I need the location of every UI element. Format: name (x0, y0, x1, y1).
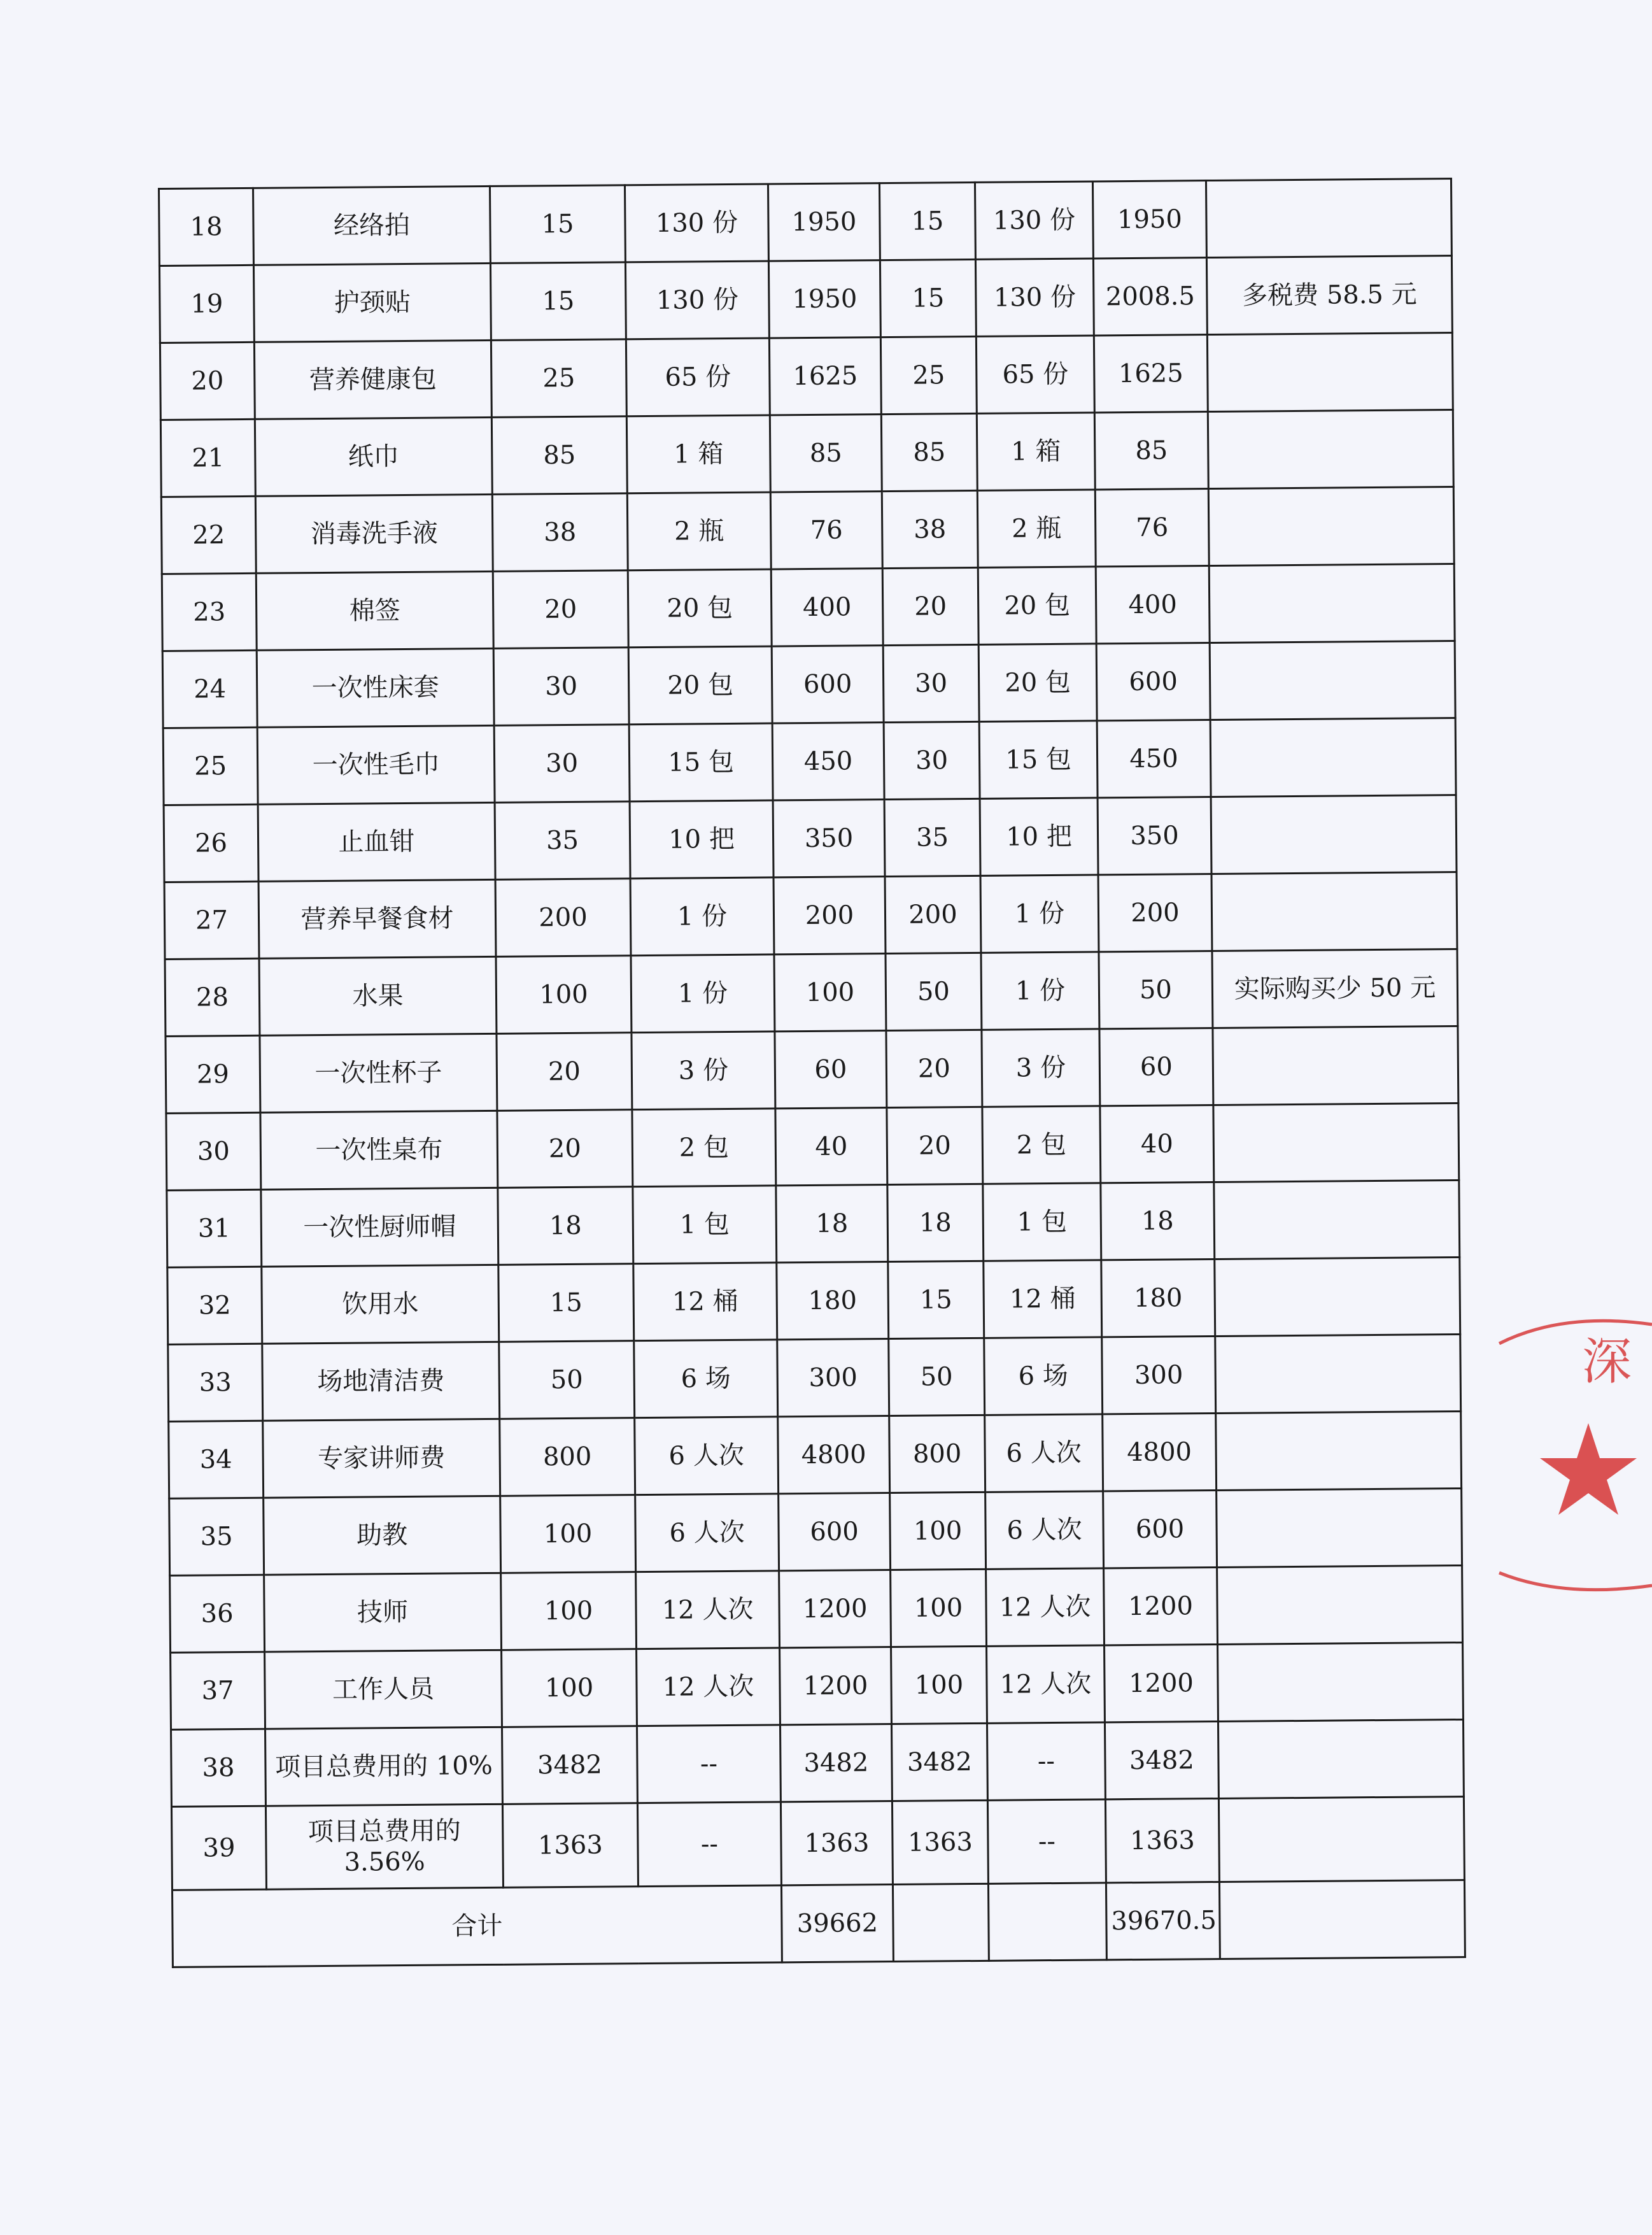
table-row (164, 872, 1457, 960)
actual-amount-cell: 300 (1102, 1337, 1216, 1414)
actual-amount-cell: 1200 (1105, 1644, 1218, 1722)
plan-unit-price-cell: 20 (493, 571, 628, 649)
plan-unit-price-cell: 15 (490, 262, 626, 341)
plan-quantity-cell: 1 箱 (626, 415, 770, 493)
plan-unit-price-cell: 100 (501, 1572, 637, 1650)
table-row (170, 1565, 1463, 1652)
actual-quantity-cell: 2 包 (982, 1106, 1101, 1184)
row-number-cell: 36 (170, 1575, 265, 1652)
table-row (171, 1719, 1464, 1806)
actual-unit-price-cell: 1363 (892, 1800, 988, 1884)
table-row (166, 1026, 1458, 1114)
row-number-cell: 39 (171, 1806, 266, 1890)
plan-unit-price-cell: 25 (491, 339, 626, 418)
row-number-cell: 33 (168, 1344, 263, 1421)
actual-quantity-cell: -- (987, 1722, 1105, 1800)
row-number-cell: 27 (164, 881, 259, 959)
actual-unit-price-cell: 85 (881, 413, 977, 491)
item-name-cell: 棉签 (256, 571, 493, 650)
row-number-cell: 31 (167, 1189, 262, 1267)
note-cell (1211, 795, 1457, 874)
actual-quantity-cell: 130 份 (975, 259, 1094, 336)
plan-unit-price-cell: 35 (495, 802, 630, 880)
row-number-cell: 20 (160, 342, 255, 420)
actual-unit-price-cell: 15 (880, 259, 976, 337)
plan-quantity-cell: 1 包 (633, 1186, 777, 1264)
plan-quantity-cell: 12 人次 (636, 1571, 780, 1649)
item-name-cell: 专家讲师费 (263, 1419, 500, 1498)
plan-amount-cell: 1200 (779, 1570, 891, 1648)
total-empty-cell (893, 1884, 989, 1961)
plan-unit-price-cell: 38 (492, 493, 628, 572)
actual-amount-cell: 1625 (1094, 335, 1208, 413)
plan-quantity-cell: 1 份 (631, 954, 775, 1033)
actual-amount-cell: 2008.5 (1093, 258, 1207, 336)
plan-amount-cell: 1625 (769, 337, 881, 415)
row-number-cell: 37 (171, 1652, 265, 1729)
note-cell (1213, 1103, 1459, 1182)
actual-unit-price-cell: 3482 (891, 1723, 987, 1801)
red-seal-stamp (1486, 1299, 1652, 1617)
row-number-cell: 34 (169, 1421, 264, 1498)
plan-quantity-cell: 20 包 (628, 646, 772, 725)
note-cell (1215, 1257, 1460, 1336)
row-number-cell: 32 (167, 1266, 262, 1344)
plan-quantity-cell: 12 人次 (637, 1648, 780, 1726)
table-body (159, 179, 1465, 1968)
item-name-cell: 技师 (264, 1573, 502, 1652)
plan-quantity-cell: 130 份 (625, 261, 769, 339)
row-number-cell: 30 (166, 1112, 261, 1190)
row-number-cell: 18 (159, 188, 254, 266)
actual-amount-cell: 400 (1096, 566, 1210, 644)
item-name-cell: 消毒洗手液 (255, 494, 493, 573)
actual-unit-price-cell: 25 (880, 336, 977, 414)
total-plan-amount: 39662 (781, 1885, 893, 1962)
plan-unit-price-cell: 30 (493, 648, 629, 726)
plan-unit-price-cell: 1363 (502, 1803, 638, 1888)
table-row (171, 1642, 1464, 1729)
item-name-cell: 工作人员 (265, 1650, 502, 1729)
actual-unit-price-cell: 50 (886, 953, 982, 1030)
note-cell (1217, 1488, 1462, 1567)
plan-quantity-cell: 6 场 (634, 1340, 778, 1418)
item-name-cell: 护颈贴 (253, 263, 491, 342)
plan-amount-cell: 40 (775, 1108, 887, 1186)
plan-quantity-cell: 65 份 (626, 338, 770, 416)
plan-unit-price-cell: 200 (495, 879, 631, 957)
note-cell (1210, 718, 1456, 797)
note-cell (1218, 1796, 1464, 1882)
seal-arc-top (1499, 1321, 1652, 1344)
actual-amount-cell: 60 (1099, 1028, 1213, 1106)
plan-amount-cell: 180 (777, 1262, 889, 1340)
actual-amount-cell: 40 (1100, 1105, 1214, 1183)
plan-quantity-cell: 130 份 (625, 184, 768, 262)
note-cell (1208, 410, 1453, 489)
plan-amount-cell: 1950 (768, 183, 880, 261)
actual-amount-cell: 1200 (1104, 1568, 1218, 1645)
note-cell (1214, 1180, 1460, 1259)
note-cell (1218, 1642, 1464, 1721)
table-row (166, 1103, 1459, 1191)
row-number-cell: 22 (161, 496, 256, 574)
actual-unit-price-cell: 50 (889, 1338, 985, 1416)
actual-quantity-cell: 10 把 (980, 798, 1098, 876)
plan-amount-cell: 400 (771, 569, 883, 646)
note-cell (1217, 1565, 1463, 1644)
document-sheet (158, 178, 1464, 1968)
plan-unit-price-cell: 800 (500, 1418, 635, 1496)
plan-unit-price-cell: 20 (497, 1110, 633, 1188)
plan-quantity-cell: -- (637, 1725, 780, 1803)
plan-amount-cell: 3482 (780, 1724, 892, 1802)
row-number-cell: 23 (162, 573, 257, 651)
item-name-cell: 经络拍 (253, 186, 491, 265)
actual-unit-price-cell: 38 (882, 490, 978, 568)
item-name-cell: 一次性桌布 (260, 1110, 498, 1189)
plan-quantity-cell: 3 份 (632, 1032, 775, 1110)
plan-amount-cell: 60 (775, 1031, 887, 1109)
seal-arc-bottom (1499, 1573, 1652, 1590)
row-number-cell: 19 (159, 265, 254, 343)
actual-unit-price-cell: 20 (882, 567, 978, 645)
actual-amount-cell: 4800 (1103, 1414, 1217, 1491)
actual-unit-price-cell: 35 (884, 798, 980, 876)
table-row (171, 1796, 1464, 1890)
actual-unit-price-cell: 30 (883, 644, 979, 722)
plan-quantity-cell: 2 瓶 (627, 492, 771, 571)
actual-unit-price-cell: 200 (885, 876, 981, 953)
note-cell: 实际购买少 50 元 (1212, 949, 1458, 1028)
table-row (164, 795, 1457, 883)
actual-amount-cell: 1950 (1092, 181, 1206, 259)
actual-quantity-cell: 6 人次 (985, 1414, 1103, 1492)
actual-amount-cell: 76 (1095, 489, 1209, 567)
row-number-cell: 35 (169, 1498, 264, 1575)
row-number-cell: 26 (164, 804, 258, 882)
actual-amount-cell: 200 (1098, 874, 1212, 952)
actual-unit-price-cell: 20 (887, 1107, 983, 1184)
plan-unit-price-cell: 30 (494, 725, 630, 803)
plan-unit-price-cell: 100 (496, 956, 632, 1034)
plan-unit-price-cell: 85 (491, 416, 627, 495)
plan-amount-cell: 200 (773, 877, 886, 954)
actual-quantity-cell: 12 人次 (986, 1568, 1105, 1646)
plan-unit-price-cell: 15 (490, 185, 625, 264)
actual-unit-price-cell: 30 (884, 721, 980, 799)
seal-star-icon (1540, 1423, 1637, 1515)
actual-quantity-cell: 20 包 (978, 644, 1097, 721)
plan-amount-cell: 600 (772, 646, 884, 723)
item-name-cell: 场地清洁费 (262, 1342, 500, 1421)
actual-amount-cell: 85 (1094, 412, 1208, 490)
item-name-cell: 止血钳 (258, 802, 495, 881)
item-name-cell: 饮用水 (262, 1265, 499, 1344)
item-name-cell: 纸巾 (255, 417, 492, 496)
total-row (172, 1880, 1465, 1967)
table-row (160, 333, 1453, 420)
plan-unit-price-cell: 20 (497, 1033, 632, 1111)
budget-table (158, 178, 1466, 1968)
plan-quantity-cell: 1 份 (630, 877, 774, 956)
actual-quantity-cell: 6 人次 (985, 1491, 1104, 1569)
total-empty-cell (1219, 1880, 1465, 1959)
note-cell (1211, 872, 1457, 951)
note-cell (1213, 1026, 1458, 1105)
actual-amount-cell: 600 (1096, 643, 1210, 721)
actual-quantity-cell: -- (987, 1799, 1106, 1884)
actual-amount-cell: 180 (1101, 1259, 1215, 1337)
actual-unit-price-cell: 100 (891, 1569, 987, 1647)
plan-amount-cell: 100 (774, 954, 886, 1032)
table-row (169, 1411, 1462, 1498)
table-row (159, 179, 1452, 266)
table-row (167, 1257, 1460, 1344)
actual-unit-price-cell: 800 (889, 1415, 985, 1493)
actual-quantity-cell: 1 箱 (977, 413, 1095, 490)
note-cell (1210, 641, 1455, 720)
actual-unit-price-cell: 100 (890, 1492, 986, 1570)
actual-quantity-cell: 1 份 (980, 875, 1099, 953)
plan-amount-cell: 1950 (768, 260, 880, 338)
plan-unit-price-cell: 3482 (502, 1726, 638, 1805)
actual-quantity-cell: 15 包 (979, 721, 1098, 798)
item-name-cell: 一次性杯子 (260, 1033, 497, 1112)
plan-amount-cell: 18 (776, 1185, 888, 1263)
plan-quantity-cell: 6 人次 (635, 1494, 779, 1572)
item-name-cell: 营养健康包 (254, 340, 491, 419)
actual-unit-price-cell: 15 (879, 182, 975, 260)
item-name-cell: 水果 (259, 956, 497, 1035)
actual-quantity-cell: 1 包 (983, 1183, 1101, 1261)
table-row (159, 256, 1452, 343)
item-name-cell: 营养早餐食材 (258, 879, 496, 958)
table-row (160, 410, 1453, 497)
row-number-cell: 28 (165, 958, 260, 1036)
item-name-cell: 一次性毛巾 (257, 725, 495, 804)
actual-quantity-cell: 1 份 (981, 952, 1099, 1030)
plan-amount-cell: 1200 (780, 1647, 892, 1725)
table-row (167, 1180, 1460, 1267)
note-cell (1207, 333, 1453, 412)
actual-amount-cell: 18 (1101, 1182, 1215, 1260)
note-cell (1206, 179, 1451, 258)
actual-quantity-cell: 12 人次 (987, 1645, 1105, 1723)
table-row (169, 1488, 1462, 1575)
plan-quantity-cell: 6 人次 (635, 1417, 779, 1495)
item-name-cell: 项目总费用的 10% (265, 1727, 503, 1806)
actual-unit-price-cell: 20 (886, 1030, 982, 1107)
note-cell (1216, 1411, 1462, 1490)
plan-quantity-cell: 12 桶 (633, 1263, 777, 1341)
plan-amount-cell: 85 (770, 415, 882, 492)
table-row (162, 564, 1455, 651)
actual-unit-price-cell: 18 (887, 1184, 984, 1261)
actual-quantity-cell: 130 份 (975, 181, 1093, 259)
plan-amount-cell: 76 (770, 492, 882, 569)
plan-amount-cell: 350 (773, 800, 885, 877)
actual-unit-price-cell: 15 (888, 1261, 984, 1338)
item-name-cell: 一次性床套 (257, 648, 494, 727)
plan-quantity-cell: -- (637, 1802, 781, 1887)
table-row (168, 1334, 1461, 1421)
plan-quantity-cell: 2 包 (632, 1109, 776, 1187)
actual-amount-cell: 3482 (1105, 1721, 1218, 1799)
actual-amount-cell: 50 (1099, 951, 1213, 1029)
actual-quantity-cell: 65 份 (976, 336, 1094, 413)
plan-amount-cell: 1363 (780, 1801, 893, 1885)
plan-unit-price-cell: 100 (500, 1495, 636, 1573)
note-cell (1215, 1334, 1461, 1413)
plan-quantity-cell: 20 包 (628, 569, 772, 648)
plan-unit-price-cell: 50 (499, 1341, 635, 1419)
item-name-cell: 助教 (264, 1496, 501, 1575)
plan-unit-price-cell: 100 (502, 1649, 637, 1728)
plan-amount-cell: 600 (779, 1493, 891, 1571)
actual-amount-cell: 600 (1103, 1491, 1217, 1568)
total-actual-amount: 39670.5 (1106, 1882, 1220, 1959)
total-empty-cell (988, 1883, 1106, 1961)
actual-amount-cell: 1363 (1105, 1798, 1219, 1882)
note-cell (1208, 487, 1454, 566)
note-cell (1218, 1719, 1464, 1798)
plan-unit-price-cell: 18 (498, 1187, 633, 1265)
actual-amount-cell: 450 (1097, 720, 1211, 798)
actual-quantity-cell: 20 包 (978, 567, 1096, 644)
plan-unit-price-cell: 15 (498, 1264, 634, 1342)
plan-amount-cell: 4800 (778, 1416, 890, 1494)
row-number-cell: 21 (160, 419, 255, 497)
actual-quantity-cell: 2 瓶 (977, 490, 1096, 567)
note-cell: 多税费 58.5 元 (1206, 256, 1452, 335)
note-cell (1209, 564, 1455, 643)
row-number-cell: 29 (166, 1035, 260, 1113)
item-name-cell: 一次性厨师帽 (261, 1188, 498, 1266)
plan-quantity-cell: 15 包 (629, 723, 773, 802)
plan-quantity-cell: 10 把 (630, 800, 773, 879)
row-number-cell: 25 (163, 727, 258, 805)
table-row (161, 487, 1454, 574)
actual-unit-price-cell: 100 (891, 1646, 987, 1724)
table-row (165, 949, 1458, 1037)
actual-quantity-cell: 12 桶 (984, 1260, 1102, 1338)
total-label: 合计 (172, 1885, 782, 1968)
table-row (162, 641, 1455, 728)
plan-amount-cell: 450 (772, 723, 884, 800)
actual-amount-cell: 350 (1098, 797, 1211, 875)
item-name-cell: 项目总费用的 3.56% (265, 1804, 503, 1889)
actual-quantity-cell: 6 场 (984, 1337, 1103, 1415)
table-row (163, 718, 1456, 805)
row-number-cell: 38 (171, 1729, 266, 1806)
row-number-cell: 24 (162, 650, 257, 728)
seal-text: 深 (1582, 1333, 1632, 1391)
plan-amount-cell: 300 (777, 1339, 889, 1417)
actual-quantity-cell: 3 份 (982, 1029, 1100, 1107)
